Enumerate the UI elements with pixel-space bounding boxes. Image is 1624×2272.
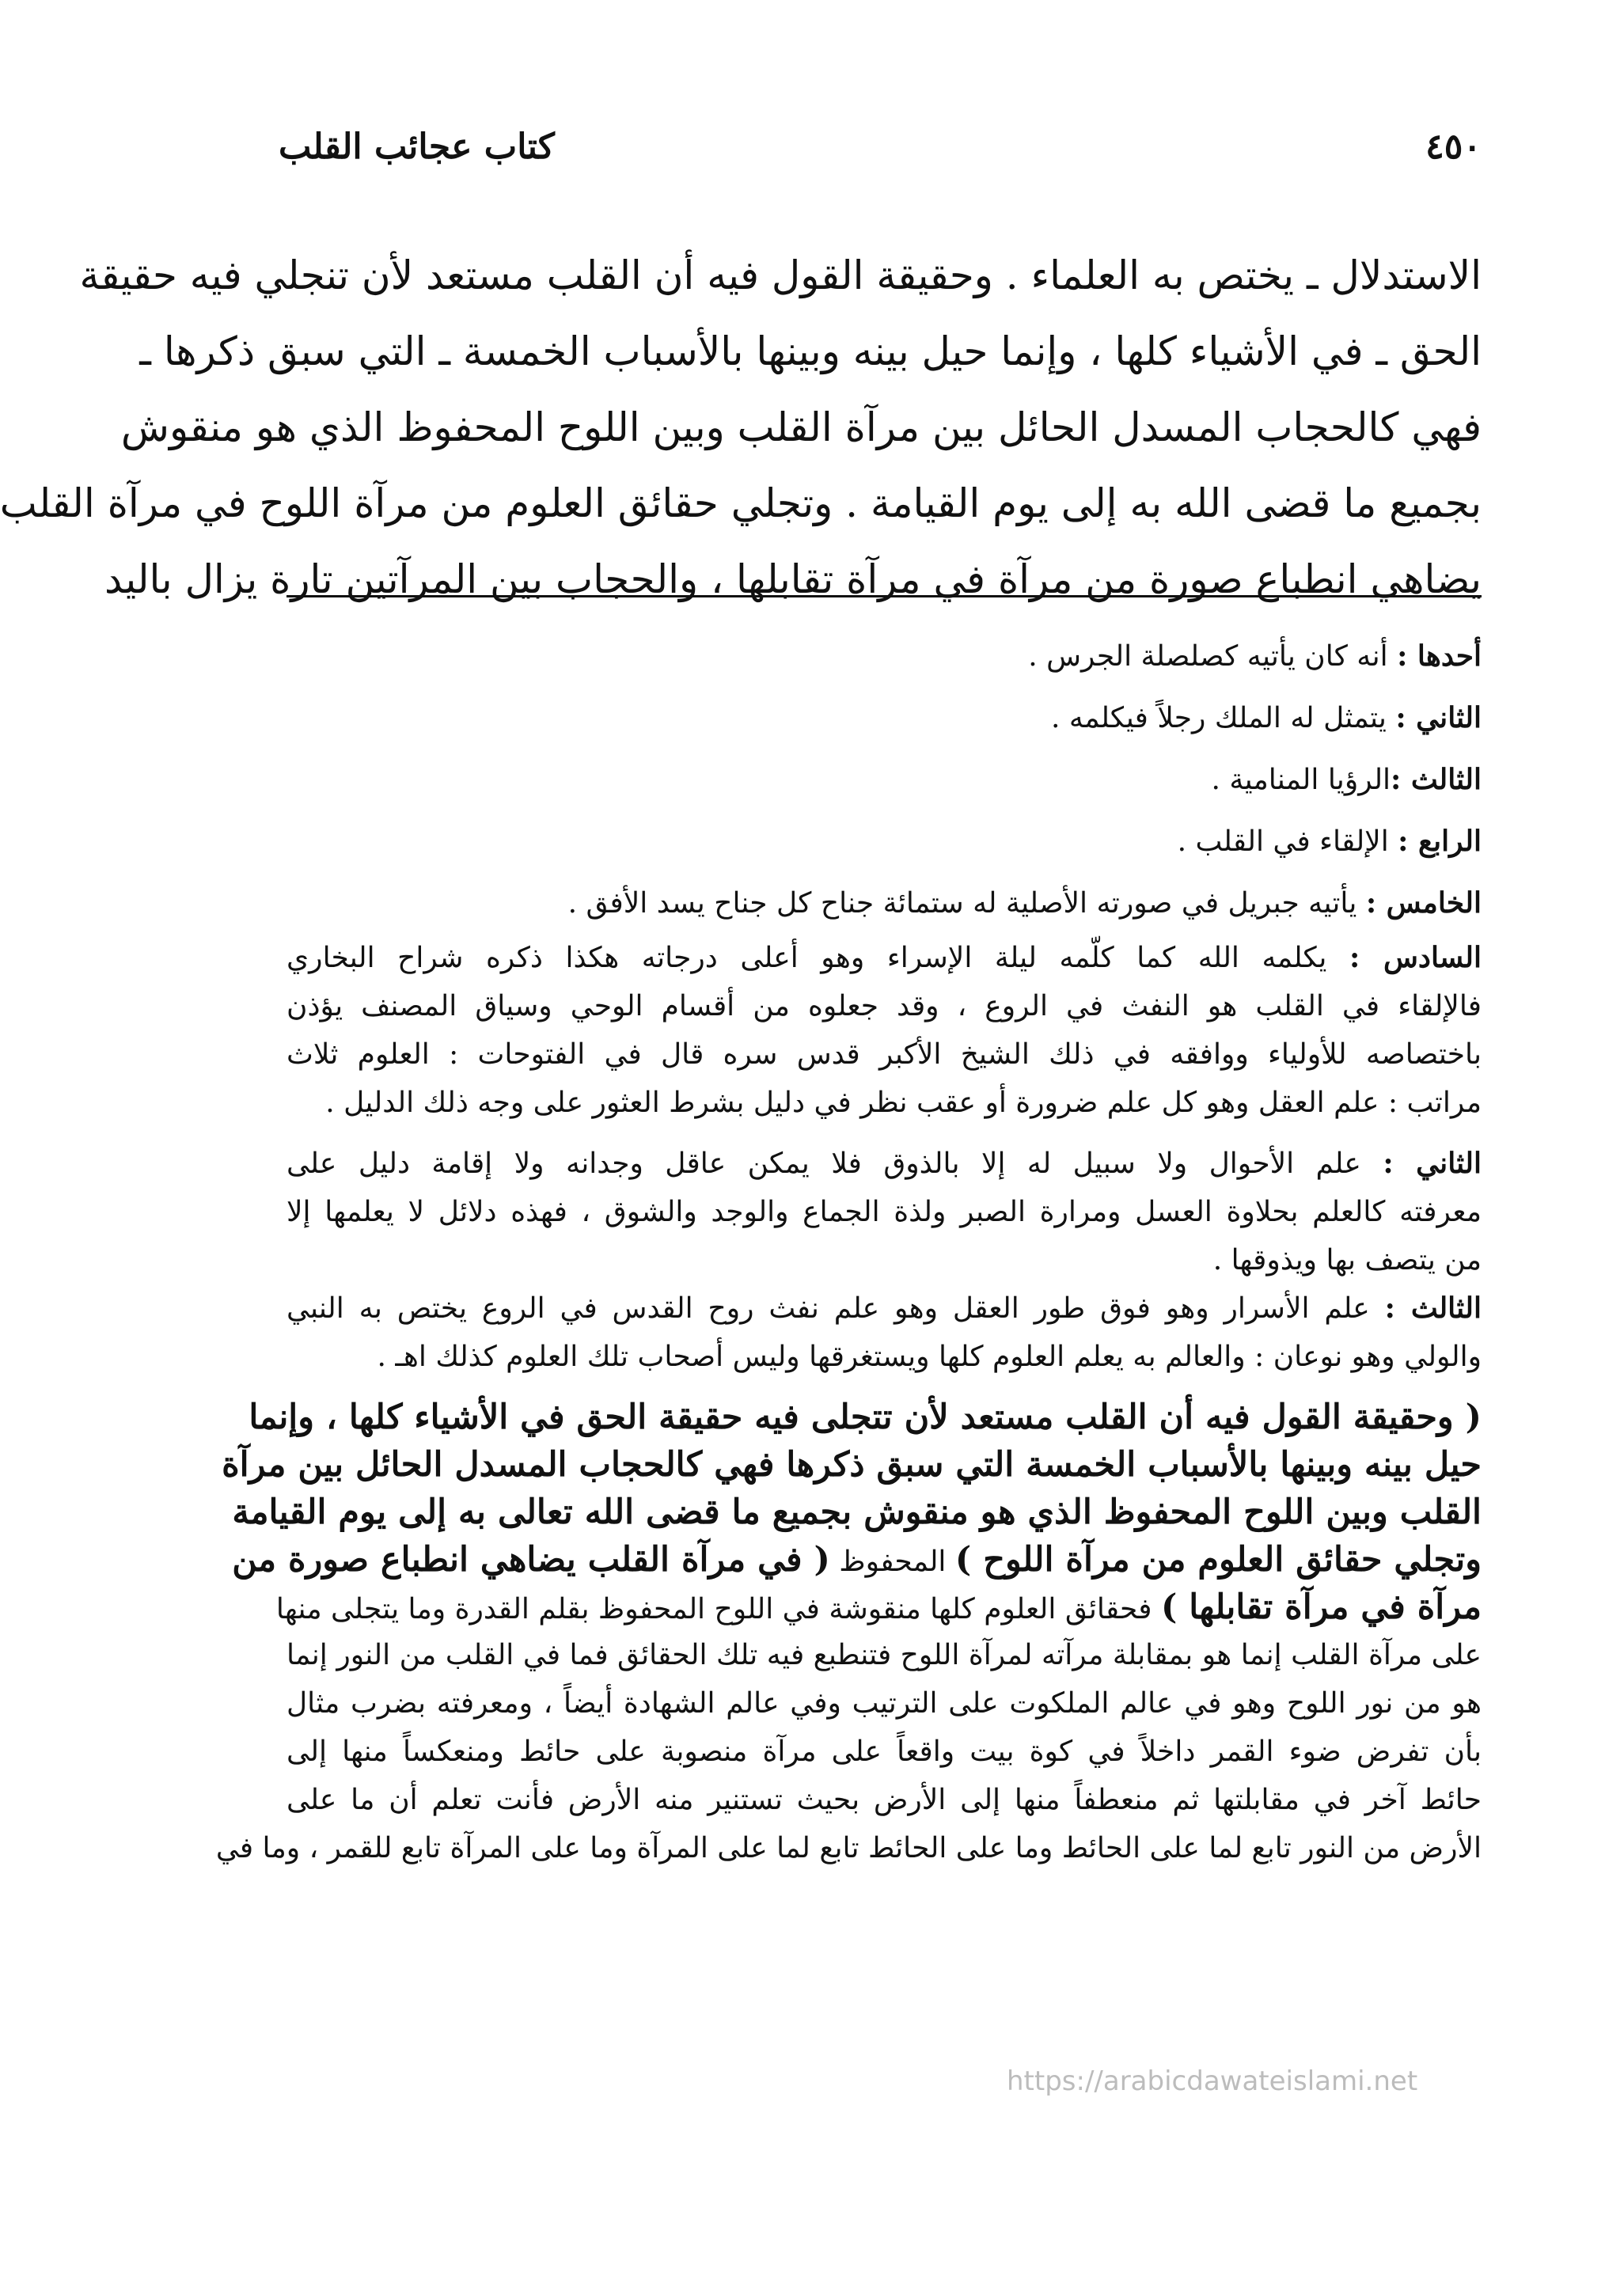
second-paragraph [286,1140,1482,1284]
third-paragraph [286,1284,1482,1381]
paragraph-line: باختصاصه للأولياء ووافقه في ذلك الشيخ الأكبر قدس سره قال في الفتوحات : العلوم ثلاث [286,1038,1482,1071]
note-item [286,810,1482,872]
note-item [286,625,1482,687]
paragraph-lead: الثاني : [1383,1147,1482,1180]
paragraph-line: معرفته كالعلم بحلاوة العسل ومرارة الصبر ولذة الجماع والوجد والشوق ، فهذه دلائل لا يعلمها إلا [286,1196,1482,1228]
text-divider [286,595,1482,597]
sixth-paragraph [286,934,1482,1127]
paragraph-line: الأرض من النور تابع لما على الحائط وما على الحائط تابع لما على المرآة وما على المرآة تابع للقمر ، وما في [215,1832,1482,1864]
note-lead: الثالث : [1391,763,1482,796]
note-lead: الرابع : [1398,825,1482,858]
paragraph-line: هو من نور اللوح وهو في عالم الملكوت على الترتيب وفي عالم الشهادة أيضاً ، ومعرفته بضرب مثال [286,1687,1482,1720]
paragraph-text: علم الأسرار وهو فوق طور العقل وهو علم نفث روح القدس في الروع يختص به النبي [286,1292,1385,1325]
main-text-line: الحق ـ في الأشياء كلها ، وإنما حيل بينه وبينها بالأسباب الخمسة ـ التي سبق ذكرها ـ [139,328,1482,374]
quoted-line: ( وحقيقة القول فيه أن القلب مستعد لأن تتجلى فيه حقيقة الحق في الأشياء كلها ، وإنما [249,1398,1482,1437]
note-text: يتمثل له الملك رجلاً فيكلمه . [1051,702,1396,734]
main-text-line: بجميع ما قضى الله به إلى يوم القيامة . وتجلي حقائق العلوم من مرآة اللوح في مرآة القلب [0,480,1482,526]
site-watermark: https://arabicdawateislami.net [1007,2065,1418,2097]
quoted-text-block [222,1394,1482,1631]
note-lead: الثاني : [1395,701,1482,734]
plain-fragment: المحفوظ [829,1546,955,1578]
paragraph-line: على مرآة القلب إنما هو بمقابلة مرآته لمرآة اللوح فتنطبع فيه تلك الحقائق فما في القلب من النور إنما [286,1639,1482,1671]
quoted-fragment: مرآة في مرآة تقابلها ) [1160,1587,1482,1627]
quoted-line: حيل بينه وبينها بالأسباب الخمسة التي سبق ذكرها فهي كالحجاب المسدل الحائل بين مرآة [222,1445,1482,1485]
quoted-line: القلب وبين اللوح المحفوظ الذي هو منقوش بجميع ما قضى الله تعالى به إلى يوم القيامة [232,1493,1482,1532]
note-item [286,749,1482,810]
paragraph-line: حائط آخر في مقابلتها ثم منعطفاً منها إلى الأرض بحيث تستنير منه الأرض فأنت تعلم أن ما على [286,1784,1482,1816]
paragraph-line: مراتب : علم العقل وهو كل علم ضرورة أو عقب نظر في دليل بشرط العثور على وجه ذلك الدليل . [325,1087,1482,1119]
main-text-line: يضاهي انطباع صورة من مرآة في مرآة تقابلها ، والحجاب بين المرآتين تارة يزال باليد [104,556,1482,602]
main-text-block [0,237,1482,617]
paragraph-line [286,1284,1482,1333]
paragraph-lead: الثالث : [1384,1292,1482,1325]
paragraph-text: علم الأحوال ولا سبيل له إلا بالذوق فلا يمكن عاقل وجدانه ولا إقامة دليل على [286,1147,1383,1180]
note-lead: أحدها : [1397,639,1482,673]
paragraph-line: من يتصف بها ويذوقها . [1212,1244,1482,1276]
note-lead: الخامس : [1365,886,1482,920]
quoted-fragment: وتجلي حقائق العلوم من مرآة اللوح ) [954,1540,1482,1580]
quoted-line [275,1584,1482,1631]
paragraph-line: والولي وهو نوعان : والعالم به يعلم العلوم كلها ويستغرقها وليس أصحاب تلك العلوم كذلك اهـ . [377,1341,1482,1373]
note-item [286,687,1482,749]
note-text: الإلقاء في القلب . [1177,825,1398,858]
paragraph-line: فالإلقاء في القلب هو النفث في الروع ، وقد جعلوه من أقسام الوحي وسياق المصنف يؤذن [286,990,1482,1022]
paragraph-text: يكلمه الله كما كلّمه ليلة الإسراء وهو أعلى درجاته هكذا ذكره شراح البخاري [286,942,1350,974]
quoted-line [232,1536,1482,1584]
quoted-fragment: ( في مرآة القلب يضاهي انطباع صورة من [232,1540,830,1580]
running-title: كتاب عجائب القلب [279,127,555,167]
paragraph-line [286,934,1482,982]
main-text-line: الاستدلال ـ يختص به العلماء . وحقيقة القول فيه أن القلب مستعد لأن تنجلي فيه حقيقة [79,252,1482,298]
paragraph-line [286,1140,1482,1188]
closing-paragraph [215,1631,1482,1872]
note-text: الرؤيا المنامية . [1211,764,1391,796]
note-text: يأتيه جبريل في صورته الأصلية له ستمائة جناح كل جناح يسد الأفق . [567,887,1366,920]
running-head [279,127,1482,182]
note-text: أنه كان يأتيه كصلصلة الجرس . [1028,640,1398,673]
paragraph-lead: السادس : [1349,941,1482,974]
commentary-block [215,625,1482,1872]
paragraph-line: بأن تفرض ضوء القمر داخلاً في كوة بيت واقعاً على مرآة منصوبة على حائط ومنعكساً منها إلى [286,1735,1482,1768]
note-item [286,872,1482,934]
main-text-line: فهي كالحجاب المسدل الحائل بين مرآة القلب وبين اللوح المحفوظ الذي هو منقوش [120,404,1482,450]
plain-fragment: فحقائق العلوم كلها منقوشة في اللوح المحفوظ بقلم القدرة وما يتجلى منها [275,1593,1161,1625]
page-number: ٤٥٠ [1425,127,1482,167]
